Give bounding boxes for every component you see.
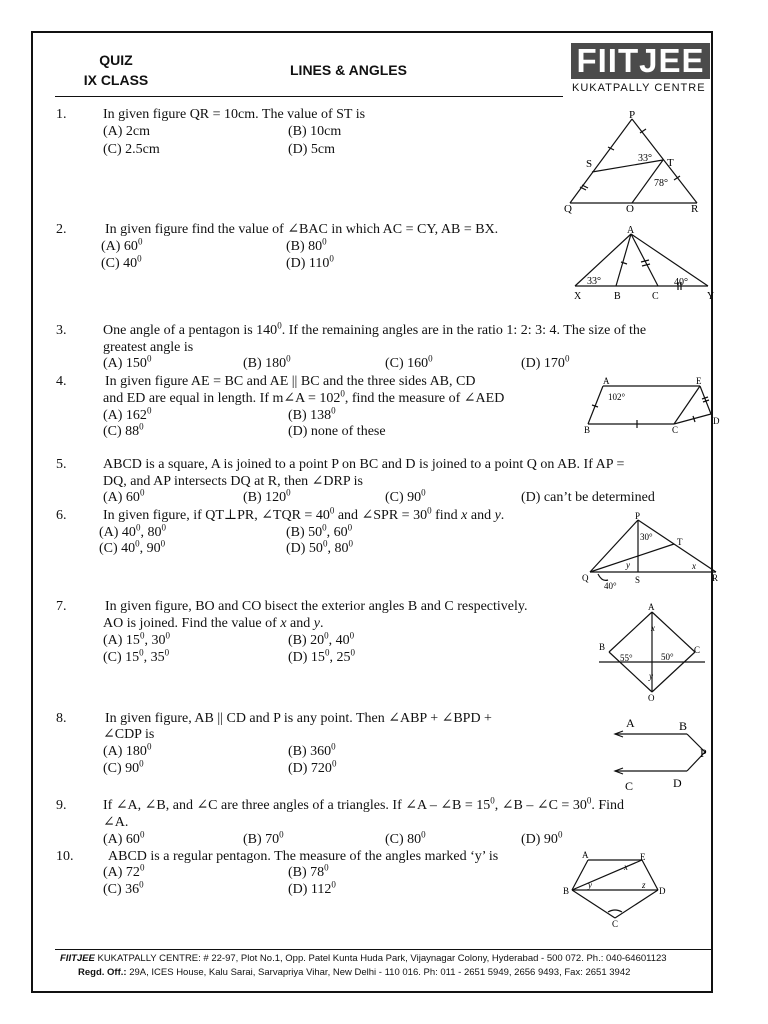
option: (C) $88^0$ xyxy=(103,421,144,439)
label-x: x xyxy=(692,561,696,571)
label-q: Q xyxy=(582,573,589,583)
label-q: Q xyxy=(564,203,572,215)
option: (B) $50^0$, $60^0$ xyxy=(286,522,353,540)
option: (A) $60^0$ xyxy=(101,236,143,254)
label-c: C xyxy=(652,291,659,302)
label-p: P xyxy=(635,511,641,521)
option: (D) $50^0$, $80^0$ xyxy=(286,538,353,556)
label-c: C xyxy=(625,779,634,793)
option: (D) $90^0$ xyxy=(521,829,563,847)
footer-divider xyxy=(55,949,711,950)
question-text: In given figure, AB || CD and P is any point. Then ∠ABP + ∠BPD + xyxy=(105,711,492,726)
angle-55: 55° xyxy=(620,653,633,663)
question-number: 1. xyxy=(56,107,67,122)
question-number: 10. xyxy=(56,849,74,864)
option: (A) $150^0$ xyxy=(103,353,152,371)
label-b: B xyxy=(679,719,688,733)
option: (B) $360^0$ xyxy=(288,741,336,759)
question-text: In given figure QR = 10cm. The value of ST is xyxy=(103,107,366,122)
angle-40: 40° xyxy=(674,277,688,288)
label-b: B xyxy=(614,291,621,302)
option: (B) $78^0$ xyxy=(288,862,329,880)
option: (A) $180^0$ xyxy=(103,741,152,759)
label-z: z xyxy=(642,880,646,890)
label-c: C xyxy=(694,645,701,655)
label-r: R xyxy=(691,203,699,215)
option: (C) $90^0$ xyxy=(385,487,426,505)
question-text: greatest angle is xyxy=(103,340,194,355)
question-number: 9. xyxy=(56,798,67,813)
label-b: B xyxy=(584,425,591,435)
question-text: AO is joined. Find the value of x and y. xyxy=(103,616,324,631)
option: (C) $80^0$ xyxy=(385,829,426,847)
label-p: P xyxy=(629,109,636,121)
angle-102: 102° xyxy=(608,392,626,402)
label-a: A xyxy=(582,850,589,860)
question-text: If ∠A, ∠B, and ∠C are three angles of a triangles. If ∠A – ∠B = $15^0$, ∠B – ∠C = $30^0$. Find xyxy=(103,795,625,813)
question-text: In given figure find the value of ∠BAC in which AC = CY, AB = BX. xyxy=(105,222,499,237)
option: (D) $110^0$ xyxy=(286,253,334,271)
option: (D) 5cm xyxy=(288,142,336,157)
label-a: A xyxy=(648,602,655,612)
angle-40: 40° xyxy=(604,581,617,591)
label-y: y xyxy=(626,560,630,570)
option: (A) $15^0$, $30^0$ xyxy=(103,630,170,648)
footer-regd-office: Regd. Off.: 29A, ICES House, Kalu Sarai, Sarvapriya Vihar, New Delhi - 110 016. Ph: 011 - 2651 5949, 2656 9493, Fax: 2651 3942 xyxy=(78,967,631,978)
option: (B) $80^0$ xyxy=(286,236,327,254)
label-d: D xyxy=(673,776,682,790)
label-d: D xyxy=(713,416,720,426)
question-text: In given figure, if QT⊥PR, ∠TQR = $40^0$ and ∠SPR = $30^0$ find x and y. xyxy=(103,505,505,523)
label-b: B xyxy=(599,642,606,652)
figure-triangle-pqr xyxy=(560,105,710,215)
option: (A) $60^0$ xyxy=(103,829,145,847)
question-number: 4. xyxy=(56,374,67,389)
label-y: Y xyxy=(707,291,715,302)
label-o: O xyxy=(648,693,655,703)
label-y: y xyxy=(649,671,653,681)
label-p: P xyxy=(700,746,707,760)
figure-triangle-pqr-2 xyxy=(578,508,723,594)
option: (C) $160^0$ xyxy=(385,353,433,371)
option: (B) $120^0$ xyxy=(243,487,291,505)
option: (D) can’t be determined xyxy=(521,490,655,505)
figure-triangle-axy xyxy=(565,222,715,304)
label-a: A xyxy=(626,716,635,730)
option: (A) $40^0$, $80^0$ xyxy=(99,522,166,540)
option: (B) 10cm xyxy=(288,124,342,139)
figure-kite-abco xyxy=(595,600,710,705)
option: (C) $90^0$ xyxy=(103,758,144,776)
question-number: 2. xyxy=(56,222,67,237)
figure-parallel-lines-bpd xyxy=(605,712,715,794)
option: (C) $40^0$, $90^0$ xyxy=(99,538,166,556)
figure-pentagon-abcde xyxy=(578,374,728,436)
quiz-label: QUIZ xyxy=(99,52,133,68)
question-number: 6. xyxy=(56,508,67,523)
option: (A) 2cm xyxy=(103,124,151,139)
label-y: y xyxy=(588,880,592,890)
label-b: B xyxy=(563,886,570,896)
figure-pentagon-regular xyxy=(560,848,675,928)
option: (A) $162^0$ xyxy=(103,405,152,423)
label-d: D xyxy=(659,886,666,896)
label-t: T xyxy=(677,537,683,547)
label-e: E xyxy=(696,376,702,386)
question-number: 8. xyxy=(56,711,67,726)
question-text: and ED are equal in length. If m∠A = $102^0$, find the measure of ∠AED xyxy=(103,388,505,406)
question-text: ∠CDP is xyxy=(103,727,155,742)
question-text: In given figure, BO and CO bisect the exterior angles B and C respectively. xyxy=(105,599,528,614)
class-label: IX CLASS xyxy=(83,72,149,88)
question-text: In given figure AE = BC and AE || BC and the three sides AB, CD xyxy=(105,374,476,389)
label-x: x xyxy=(651,623,655,633)
footer-address: FIITJEE KUKATPALLY CENTRE: # 22-97, Plot No.1, Opp. Patel Kunta Huda Park, Vijaynagar Colony, Hyderabad - 500 072. Ph.: 040-64601123 xyxy=(60,953,667,964)
centre-name: KUKATPALLY CENTRE xyxy=(572,82,706,94)
option: (C) 2.5cm xyxy=(103,142,160,157)
angle-50: 50° xyxy=(661,652,674,662)
angle-33: 33° xyxy=(587,276,601,287)
label-e: E xyxy=(640,852,646,862)
question-text: ∠A. xyxy=(103,815,129,830)
label-a: A xyxy=(603,376,610,386)
label-t: T xyxy=(667,157,674,169)
option: (D) $720^0$ xyxy=(288,758,337,776)
option: (C) $15^0$, $35^0$ xyxy=(103,647,170,665)
option: (D) $170^0$ xyxy=(521,353,570,371)
label-a: A xyxy=(627,225,635,236)
label-o: O xyxy=(626,203,634,215)
label-x: x xyxy=(624,862,628,872)
angle-30: 30° xyxy=(640,532,653,542)
label-s: S xyxy=(635,575,641,585)
page-title: LINES & ANGLES xyxy=(290,62,407,78)
option: (A) $60^0$ xyxy=(103,487,145,505)
question-number: 5. xyxy=(56,457,67,472)
question-text: ABCD is a square, A is joined to a point P on BC and D is joined to a point Q on AB. If AP = xyxy=(103,457,625,472)
question-text: ABCD is a regular pentagon. The measure of the angles marked ‘y’ is xyxy=(108,849,499,864)
question-number: 7. xyxy=(56,599,67,614)
question-number: 3. xyxy=(56,323,67,338)
label-r: R xyxy=(712,573,719,583)
label-c: C xyxy=(612,919,619,928)
option: (D) $112^0$ xyxy=(288,879,336,897)
option: (C) $36^0$ xyxy=(103,879,144,897)
fiitjee-logo: FIITJEE xyxy=(571,43,710,79)
option: (D) none of these xyxy=(288,424,386,439)
option: (B) $180^0$ xyxy=(243,353,291,371)
question-text: DQ, and AP intersects DQ at R, then ∠DRP is xyxy=(103,474,363,489)
option: (B) $20^0$, $40^0$ xyxy=(288,630,355,648)
angle-33: 33° xyxy=(638,153,652,164)
option: (A) $72^0$ xyxy=(103,862,145,880)
option: (B) $138^0$ xyxy=(288,405,336,423)
header-divider xyxy=(55,96,563,97)
option: (C) $40^0$ xyxy=(101,253,142,271)
option: (D) $15^0$, $25^0$ xyxy=(288,647,355,665)
question-text: One angle of a pentagon is $140^0$. If the remaining angles are in the ratio 1: 2: 3: 4. The size of the xyxy=(103,320,647,338)
label-x: X xyxy=(574,291,582,302)
label-c: C xyxy=(672,425,679,435)
option: (B) $70^0$ xyxy=(243,829,284,847)
angle-78: 78° xyxy=(654,178,668,189)
label-s: S xyxy=(586,158,593,170)
